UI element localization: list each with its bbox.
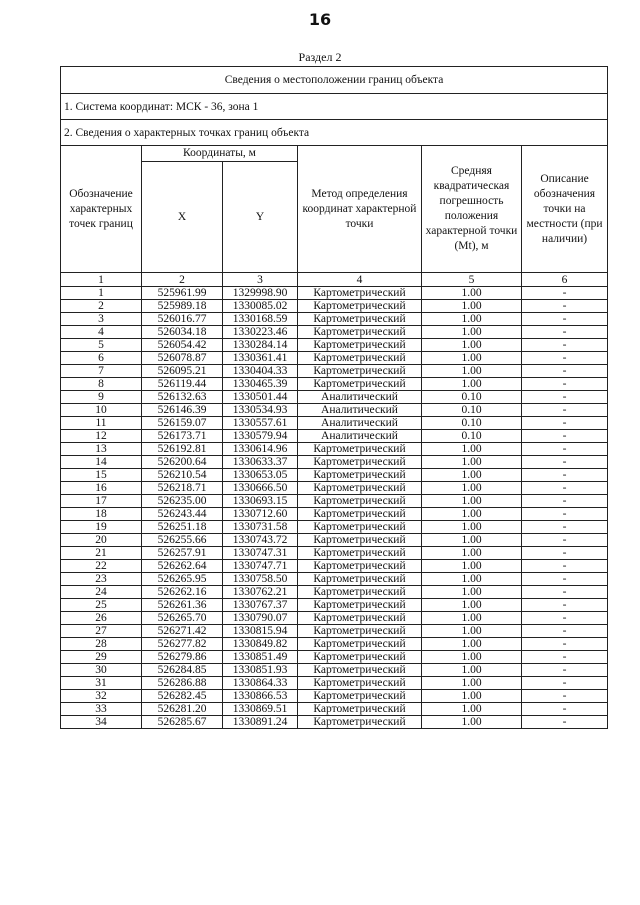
cell-error: 1.00 [422,677,522,690]
cell-method: Картометрический [298,352,422,365]
cell-coord-x: 526271.42 [142,625,223,638]
cell-coord-y: 1330849.82 [223,638,298,651]
cell-description: - [522,326,608,339]
cell-point-id: 21 [61,547,142,560]
cell-coord-y: 1330501.44 [223,391,298,404]
cell-error: 1.00 [422,378,522,391]
table-title-row [61,67,608,94]
header-y: Y [223,162,298,273]
table-row [61,638,608,651]
cell-coord-x: 526054.42 [142,339,223,352]
cell-point-id: 24 [61,586,142,599]
table-row [61,599,608,612]
cell-error: 1.00 [422,625,522,638]
cell-error: 1.00 [422,313,522,326]
cell-description: - [522,599,608,612]
cell-method: Аналитический [298,404,422,417]
table-row [61,313,608,326]
cell-point-id: 33 [61,703,142,716]
cell-point-id: 16 [61,482,142,495]
cell-method: Картометрический [298,300,422,313]
cell-coord-y: 1330869.51 [223,703,298,716]
section-label: Раздел 2 [298,50,342,64]
table-row [61,534,608,547]
cell-method: Картометрический [298,287,422,300]
table-row [61,391,608,404]
cell-point-id: 29 [61,651,142,664]
cell-description: - [522,482,608,495]
table-row [61,326,608,339]
cell-coord-y: 1330404.33 [223,365,298,378]
points-heading-row [61,120,608,146]
column-number: 2 [142,273,223,287]
cell-coord-x: 525961.99 [142,287,223,300]
cell-description: - [522,339,608,352]
table-row [61,287,608,300]
header-row-1 [61,146,608,162]
cell-method: Картометрический [298,638,422,651]
cell-coord-y: 1330223.46 [223,326,298,339]
cell-error: 1.00 [422,300,522,313]
cell-coord-x: 526095.21 [142,365,223,378]
cell-error: 1.00 [422,560,522,573]
cell-description: - [522,612,608,625]
cell-coord-y: 1330653.05 [223,469,298,482]
cell-coord-y: 1330747.31 [223,547,298,560]
cell-method: Аналитический [298,391,422,404]
cell-error: 1.00 [422,664,522,677]
points-heading: 2. Сведения о характерных точках границ объекта [61,120,608,146]
cell-error: 1.00 [422,469,522,482]
table-row [61,508,608,521]
cell-coord-x: 526251.18 [142,521,223,534]
page-number: 16 [308,10,332,29]
cell-coord-x: 526119.44 [142,378,223,391]
cell-description: - [522,560,608,573]
table-body [61,67,608,729]
table-row [61,651,608,664]
table-row [61,716,608,729]
table-row [61,586,608,599]
cell-error: 1.00 [422,690,522,703]
cell-description: - [522,664,608,677]
header-method: Метод определения координат характерной точки [298,146,422,273]
cell-coord-y: 1330866.53 [223,690,298,703]
cell-coord-y: 1330085.02 [223,300,298,313]
cell-coord-x: 526210.54 [142,469,223,482]
cell-description: - [522,716,608,729]
cell-coord-y: 1330712.60 [223,508,298,521]
cell-coord-x: 526284.85 [142,664,223,677]
cell-coord-x: 526235.00 [142,495,223,508]
cell-description: - [522,690,608,703]
cell-error: 1.00 [422,586,522,599]
cell-coord-x: 526078.87 [142,352,223,365]
cell-coord-x: 526277.82 [142,638,223,651]
cell-method: Картометрический [298,560,422,573]
cell-method: Картометрический [298,625,422,638]
cell-error: 1.00 [422,612,522,625]
cell-description: - [522,430,608,443]
table-row [61,547,608,560]
cell-point-id: 2 [61,300,142,313]
cell-point-id: 4 [61,326,142,339]
cell-method: Картометрический [298,573,422,586]
cell-error: 0.10 [422,417,522,430]
cell-coord-x: 526257.91 [142,547,223,560]
cell-point-id: 30 [61,664,142,677]
cell-method: Картометрический [298,521,422,534]
cell-coord-y: 1330465.39 [223,378,298,391]
cell-description: - [522,469,608,482]
table-row [61,560,608,573]
cell-description: - [522,586,608,599]
cell-method: Картометрический [298,547,422,560]
cell-description: - [522,508,608,521]
cell-method: Картометрический [298,378,422,391]
cell-description: - [522,378,608,391]
table-row [61,573,608,586]
table-title: Сведения о местоположении границ объекта [61,67,608,94]
cell-coord-y: 1330851.93 [223,664,298,677]
column-number: 1 [61,273,142,287]
cell-description: - [522,703,608,716]
coordinate-system-row [61,94,608,120]
cell-coord-x: 526265.95 [142,573,223,586]
cell-coord-y: 1330790.07 [223,612,298,625]
column-number: 6 [522,273,608,287]
cell-coord-y: 1330534.93 [223,404,298,417]
cell-method: Картометрический [298,326,422,339]
cell-error: 1.00 [422,443,522,456]
cell-coord-y: 1330864.33 [223,677,298,690]
cell-coord-x: 526146.39 [142,404,223,417]
cell-coord-x: 526281.20 [142,703,223,716]
cell-method: Картометрический [298,456,422,469]
header-x: X [142,162,223,273]
cell-coord-y: 1330851.49 [223,651,298,664]
cell-method: Картометрический [298,482,422,495]
cell-method: Картометрический [298,365,422,378]
boundary-points-table [60,66,608,729]
cell-description: - [522,313,608,326]
cell-coord-x: 526265.70 [142,612,223,625]
table-row [61,456,608,469]
cell-point-id: 6 [61,352,142,365]
cell-method: Картометрический [298,651,422,664]
cell-method: Картометрический [298,313,422,326]
cell-description: - [522,417,608,430]
cell-point-id: 7 [61,365,142,378]
cell-coord-x: 526262.16 [142,586,223,599]
cell-error: 0.10 [422,404,522,417]
cell-point-id: 19 [61,521,142,534]
cell-point-id: 32 [61,690,142,703]
cell-point-id: 11 [61,417,142,430]
cell-error: 0.10 [422,391,522,404]
column-number: 4 [298,273,422,287]
cell-point-id: 22 [61,560,142,573]
cell-description: - [522,456,608,469]
cell-method: Картометрический [298,508,422,521]
cell-error: 1.00 [422,534,522,547]
cell-coord-y: 1330168.59 [223,313,298,326]
cell-coord-x: 526261.36 [142,599,223,612]
table-row [61,664,608,677]
cell-method: Картометрический [298,703,422,716]
cell-coord-x: 526282.45 [142,690,223,703]
cell-point-id: 13 [61,443,142,456]
cell-description: - [522,651,608,664]
cell-error: 1.00 [422,508,522,521]
table-row [61,690,608,703]
table-row [61,677,608,690]
cell-coord-x: 525989.18 [142,300,223,313]
cell-coord-y: 1330284.14 [223,339,298,352]
column-numbers-row [61,273,608,287]
cell-coord-y: 1330361.41 [223,352,298,365]
cell-method: Картометрический [298,443,422,456]
table-row [61,404,608,417]
cell-method: Картометрический [298,339,422,352]
cell-method: Картометрический [298,677,422,690]
table-row [61,417,608,430]
cell-point-id: 34 [61,716,142,729]
table-row [61,339,608,352]
cell-coord-x: 526034.18 [142,326,223,339]
cell-coord-y: 1330731.58 [223,521,298,534]
cell-coord-y: 1330557.61 [223,417,298,430]
cell-description: - [522,352,608,365]
cell-coord-y: 1330815.94 [223,625,298,638]
cell-coord-y: 1330666.50 [223,482,298,495]
cell-description: - [522,365,608,378]
header-description: Описание обозначения точки на местности (при наличии) [522,146,608,273]
table-row [61,612,608,625]
cell-point-id: 5 [61,339,142,352]
cell-method: Картометрический [298,586,422,599]
cell-coord-x: 526285.67 [142,716,223,729]
cell-coord-x: 526159.07 [142,417,223,430]
cell-description: - [522,521,608,534]
cell-coord-y: 1330693.15 [223,495,298,508]
column-number: 3 [223,273,298,287]
cell-description: - [522,573,608,586]
cell-coord-y: 1330762.21 [223,586,298,599]
cell-method: Картометрический [298,716,422,729]
cell-method: Картометрический [298,495,422,508]
cell-point-id: 31 [61,677,142,690]
table-row [61,378,608,391]
cell-point-id: 15 [61,469,142,482]
cell-method: Аналитический [298,417,422,430]
cell-coord-x: 526218.71 [142,482,223,495]
cell-coord-y: 1330579.94 [223,430,298,443]
cell-coord-x: 526255.66 [142,534,223,547]
cell-coord-y: 1329998.90 [223,287,298,300]
cell-coord-x: 526173.71 [142,430,223,443]
coordinate-system: 1. Система координат: МСК - 36, зона 1 [61,94,608,120]
cell-point-id: 28 [61,638,142,651]
cell-error: 1.00 [422,495,522,508]
cell-description: - [522,534,608,547]
cell-method: Картометрический [298,469,422,482]
cell-method: Аналитический [298,430,422,443]
cell-coord-y: 1330743.72 [223,534,298,547]
table-row [61,443,608,456]
header-coords: Координаты, м [142,146,298,162]
cell-error: 1.00 [422,521,522,534]
cell-method: Картометрический [298,534,422,547]
cell-error: 1.00 [422,456,522,469]
header-error: Средняя квадратическая погрешность положения характерной точки (Mt), м [422,146,522,273]
cell-error: 1.00 [422,716,522,729]
cell-error: 0.10 [422,430,522,443]
cell-description: - [522,495,608,508]
cell-coord-y: 1330747.71 [223,560,298,573]
cell-description: - [522,677,608,690]
cell-coord-y: 1330767.37 [223,599,298,612]
cell-coord-x: 526200.64 [142,456,223,469]
cell-error: 1.00 [422,365,522,378]
table-row [61,469,608,482]
cell-error: 1.00 [422,352,522,365]
cell-point-id: 1 [61,287,142,300]
cell-coord-y: 1330614.96 [223,443,298,456]
cell-point-id: 23 [61,573,142,586]
cell-description: - [522,547,608,560]
cell-point-id: 14 [61,456,142,469]
cell-point-id: 18 [61,508,142,521]
cell-error: 1.00 [422,287,522,300]
cell-coord-x: 526279.86 [142,651,223,664]
cell-point-id: 9 [61,391,142,404]
cell-error: 1.00 [422,339,522,352]
cell-coord-y: 1330758.50 [223,573,298,586]
cell-coord-x: 526262.64 [142,560,223,573]
cell-coord-x: 526016.77 [142,313,223,326]
cell-method: Картометрический [298,690,422,703]
cell-description: - [522,287,608,300]
cell-description: - [522,300,608,313]
cell-point-id: 12 [61,430,142,443]
cell-point-id: 8 [61,378,142,391]
cell-error: 1.00 [422,326,522,339]
cell-coord-y: 1330633.37 [223,456,298,469]
cell-coord-x: 526132.63 [142,391,223,404]
cell-point-id: 3 [61,313,142,326]
cell-description: - [522,391,608,404]
column-number: 5 [422,273,522,287]
cell-point-id: 17 [61,495,142,508]
cell-coord-y: 1330891.24 [223,716,298,729]
cell-point-id: 26 [61,612,142,625]
cell-error: 1.00 [422,651,522,664]
cell-description: - [522,638,608,651]
cell-error: 1.00 [422,599,522,612]
cell-point-id: 10 [61,404,142,417]
cell-error: 1.00 [422,547,522,560]
cell-coord-x: 526192.81 [142,443,223,456]
header-point: Обозначение характерных точек границ [61,146,142,273]
table-row [61,300,608,313]
cell-description: - [522,443,608,456]
table-row [61,703,608,716]
cell-error: 1.00 [422,638,522,651]
table-row [61,352,608,365]
cell-method: Картометрический [298,599,422,612]
table-row [61,365,608,378]
table-row [61,521,608,534]
table-row [61,495,608,508]
table-row [61,625,608,638]
cell-method: Картометрический [298,612,422,625]
cell-coord-x: 526286.88 [142,677,223,690]
table-row [61,430,608,443]
cell-point-id: 25 [61,599,142,612]
cell-point-id: 27 [61,625,142,638]
cell-method: Картометрический [298,664,422,677]
cell-coord-x: 526243.44 [142,508,223,521]
cell-description: - [522,404,608,417]
table-row [61,482,608,495]
cell-description: - [522,625,608,638]
cell-error: 1.00 [422,573,522,586]
cell-error: 1.00 [422,482,522,495]
cell-point-id: 20 [61,534,142,547]
cell-error: 1.00 [422,703,522,716]
